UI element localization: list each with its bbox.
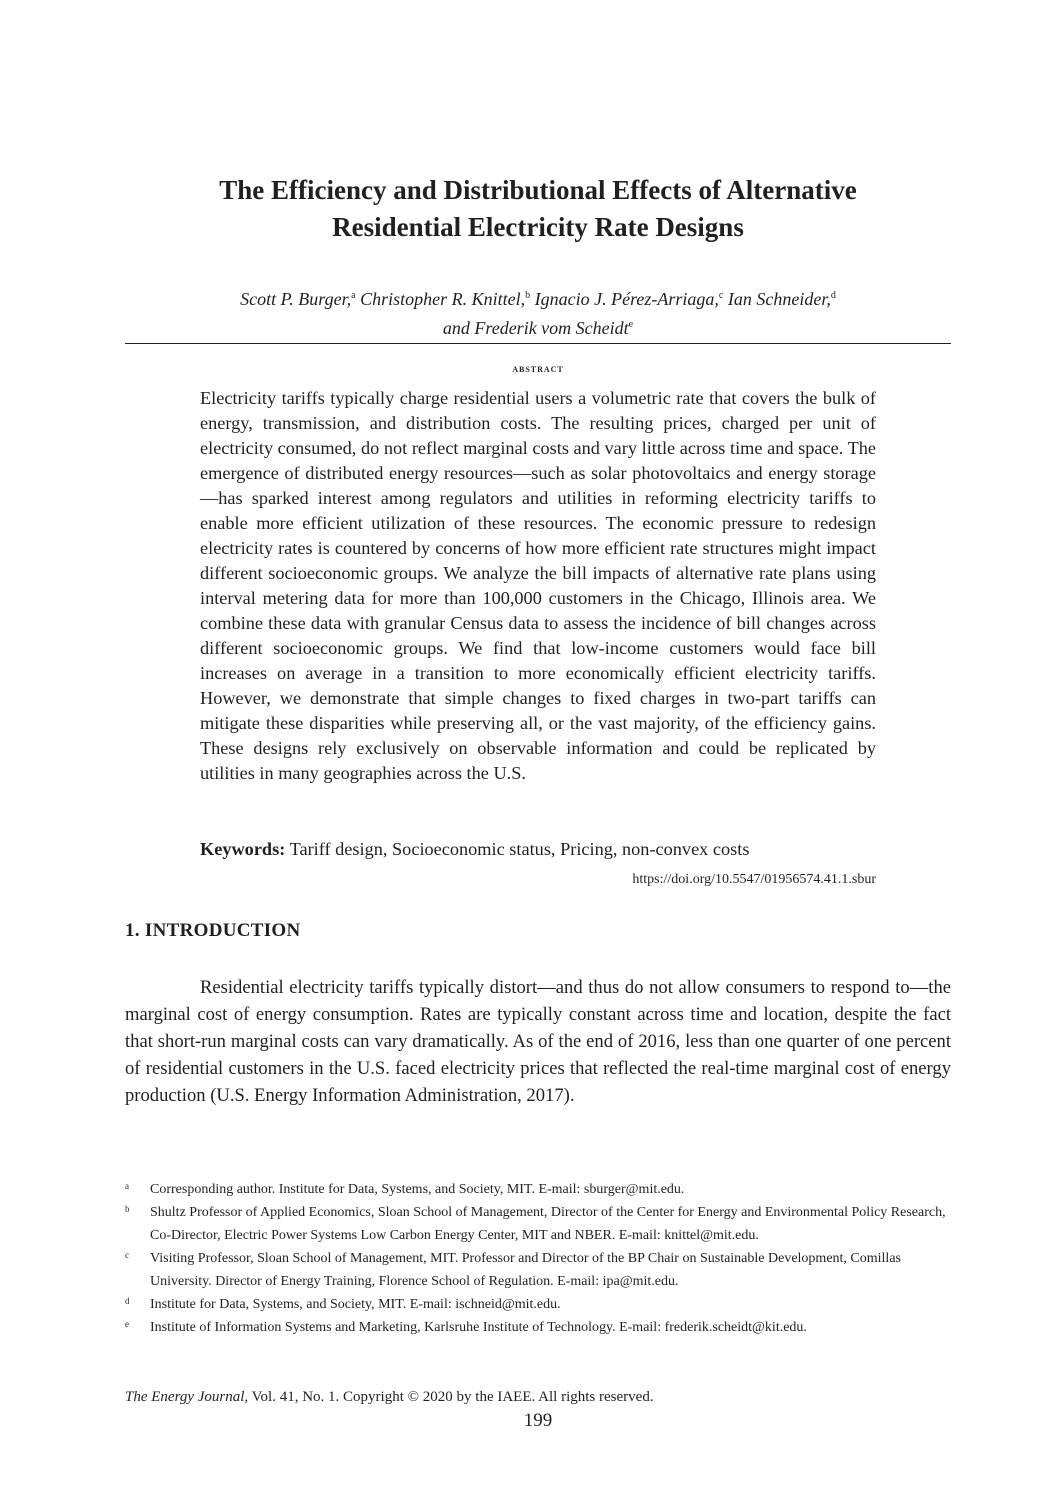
keywords-text: Tariff design, Socioeconomic status, Pricing, non-convex costs	[289, 839, 750, 859]
footnote-text: Visiting Professor, Sloan School of Management, MIT. Professor and Director of the BP Chair on Sustainable Development, Comillas University. Director of Energy Training, Florence School of Regulation. E-mail: ipa@mit.edu.	[150, 1251, 901, 1289]
footnote-text: Institute for Data, Systems, and Society, MIT. E-mail: ischneid@mit.edu.	[150, 1297, 561, 1312]
author-affiliation-mark: a	[351, 290, 356, 301]
author-name: Ignacio J. Pérez-Arriaga,	[534, 289, 719, 309]
title-line-1: The Efficiency and Distributional Effects of Alternative	[219, 175, 857, 205]
paper-title	[125, 172, 951, 246]
footnote	[125, 1293, 951, 1316]
author-name: and Frederik vom Scheidt	[442, 318, 629, 338]
author-affiliation-mark: e	[628, 319, 634, 330]
footnote-text: Institute of Information Systems and Marketing, Karlsruhe Institute of Technology. E-mail: frederik.scheidt@kit.edu.	[150, 1320, 807, 1335]
author-line-1	[125, 283, 951, 312]
author-name: Christopher R. Knittel,	[360, 289, 526, 309]
footnote-text: Shultz Professor of Applied Economics, Sloan School of Management, Director of the Center for Energy and Environmental Policy Research, Co-Director, Electric Power Systems Low Carbon Energy Center, MIT and NBER. E-mail: knittel@mit.edu.	[150, 1205, 946, 1243]
author-affiliation-mark: d	[830, 290, 836, 301]
footnote-mark: c	[125, 1250, 129, 1260]
author-affiliation-mark: b	[525, 290, 531, 301]
abstract-heading: abstract	[512, 361, 564, 375]
header-divider	[125, 343, 951, 344]
introduction-paragraph: Residential electricity tariffs typically distort—and thus do not allow consumers to respond to—the marginal cost of energy consumption. Rates are typically constant across time and location, despite the fact that short-run marginal costs can vary dramatically. As of the end of 2016, less than one quarter of one percent of residential customers in the U.S. faced electricity prices that reflected the real-time marginal cost of energy production (U.S. Energy Information Administration, 2017).	[125, 977, 951, 1106]
title-line-2: Residential Electricity Rate Designs	[332, 212, 744, 242]
footnote	[125, 1316, 951, 1339]
journal-citation	[125, 1387, 951, 1407]
doi-link[interactable]: https://doi.org/10.5547/01956574.41.1.sbur	[632, 872, 876, 887]
author-name: Ian Schneider,	[727, 289, 831, 309]
journal-name: The Energy Journal	[125, 1389, 245, 1405]
journal-details: , Vol. 41, No. 1. Copyright © 2020 by the IAEE. All rights reserved.	[244, 1389, 654, 1405]
keywords-label: Keywords:	[200, 839, 286, 859]
author-affiliation-mark: c	[718, 290, 724, 301]
author-list	[125, 283, 951, 341]
footnote-mark: d	[125, 1296, 130, 1306]
author-name: Scott P. Burger,	[240, 289, 352, 309]
keywords-line	[200, 837, 876, 862]
author-line-2	[125, 312, 951, 341]
footnote	[125, 1247, 951, 1293]
section-heading: 1. INTRODUCTION	[125, 920, 301, 941]
footnote-text: Corresponding author. Institute for Data, Systems, and Society, MIT. E-mail: sburger@mit.edu.	[150, 1182, 685, 1197]
footnote-mark: a	[125, 1181, 129, 1191]
footnotes	[125, 1178, 951, 1339]
footnote-mark: e	[125, 1319, 129, 1329]
abstract-text: Electricity tariffs typically charge residential users a volumetric rate that covers the bulk of energy, transmission, and distribution costs. The resulting prices, charged per unit of electricity consumed, do not reflect marginal costs and vary little across time and space. The emergence of distributed energy resources—such as solar photovoltaics and energy storage—has sparked interest among regulators and utilities in reforming electricity tariffs to enable more efficient utilization of these resources. The economic pressure to redesign electricity rates is countered by concerns of how more efficient rate structures might impact different socioeconomic groups. We analyze the bill impacts of alternative rate plans using interval metering data for more than 100,000 customers in the Chicago, Illinois area. We combine these data with granular Census data to assess the incidence of bill changes across different socioeconomic groups. We find that low-income customers would face bill increases on average in a transition to more economically efficient electricity tariffs. However, we demonstrate that simple changes to fixed charges in two-part tariffs can mitigate these disparities while preserving all, or the vast majority, of the efficiency gains. These designs rely exclusively on observable information and could be replicated by utilities in many geographies across the U.S.	[200, 388, 876, 783]
page-number: 199	[523, 1410, 553, 1431]
footnote-mark: b	[125, 1204, 130, 1214]
footnote	[125, 1178, 951, 1201]
footnote	[125, 1201, 951, 1247]
